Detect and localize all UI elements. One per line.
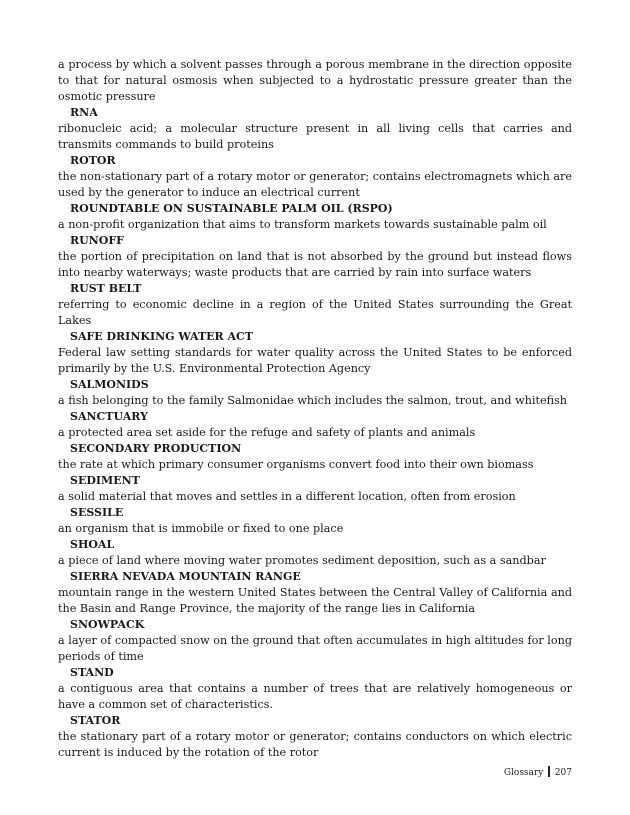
footer-divider — [548, 766, 550, 777]
glossary-definition: the rate at which primary consumer organisms convert food into their own biomass — [58, 458, 534, 471]
glossary-term: SNOWPACK — [70, 618, 145, 631]
glossary-entry — [58, 473, 572, 505]
glossary-term: SIERRA NEVADA MOUNTAIN RANGE — [70, 570, 301, 583]
glossary-entry — [58, 409, 572, 441]
glossary-definition: a piece of land where moving water promotes sediment deposition, such as a sandbar — [58, 554, 546, 567]
glossary-definition: the non-stationary part of a rotary motor or generator; contains electromagnets which are used by the generator to induce an electrical current — [58, 170, 572, 199]
glossary-term: STAND — [70, 666, 114, 679]
footer-section-label: Glossary — [503, 768, 544, 778]
page-number: 207 — [554, 768, 572, 778]
continued-definition: a process by which a solvent passes through a porous membrane in the direction opposite to that for natural osmosis when subjected to a hydrostatic pressure greater than the osmotic pressure — [58, 58, 572, 103]
glossary-entry — [58, 201, 572, 233]
glossary-term: RUST BELT — [70, 282, 142, 295]
glossary-definition: referring to economic decline in a region of the United States surrounding the Great Lakes — [58, 298, 572, 327]
glossary-term: SECONDARY PRODUCTION — [70, 442, 242, 455]
page-footer — [504, 766, 572, 778]
glossary-entries — [58, 105, 572, 761]
glossary-entry — [58, 329, 572, 377]
glossary-term: SHOAL — [70, 538, 115, 551]
glossary-definition: a contiguous area that contains a number of trees that are relatively homogeneous or have a common set of characteristics. — [58, 682, 572, 711]
glossary-term: SEDIMENT — [70, 474, 140, 487]
glossary-definition: a fish belonging to the family Salmonidae which includes the salmon, trout, and whitefish — [58, 394, 568, 407]
glossary-entry — [58, 713, 572, 761]
glossary-definition: the portion of precipitation on land that is not absorbed by the ground but instead flows into nearby waterways; waste products that are carried by rain into surface waters — [58, 250, 572, 279]
glossary-term: RNA — [70, 106, 98, 119]
glossary-entry — [58, 617, 572, 665]
glossary-entry — [58, 537, 572, 569]
glossary-entry — [58, 233, 572, 281]
glossary-definition: ribonucleic acid; a molecular structure present in all living cells that carries and transmits commands to build proteins — [58, 122, 572, 151]
glossary-definition: a layer of compacted snow on the ground that often accumulates in high altitudes for long periods of time — [58, 634, 572, 663]
glossary-entry — [58, 153, 572, 201]
glossary-page — [58, 57, 572, 761]
glossary-term: RUNOFF — [70, 234, 124, 247]
glossary-definition: an organism that is immobile or fixed to one place — [58, 522, 344, 535]
glossary-term: SESSILE — [70, 506, 124, 519]
glossary-term: SANCTUARY — [70, 410, 148, 423]
glossary-term: ROTOR — [70, 154, 116, 167]
glossary-definition: a protected area set aside for the refuge and safety of plants and animals — [58, 426, 476, 439]
glossary-definition: Federal law setting standards for water quality across the United States to be enforced primarily by the U.S. Environmental Protection Agency — [58, 346, 572, 375]
glossary-definition: a non-profit organization that aims to transform markets towards sustainable palm oil — [58, 218, 547, 231]
glossary-entry — [58, 105, 572, 153]
glossary-entry — [58, 281, 572, 329]
glossary-entry — [58, 505, 572, 537]
glossary-definition: a solid material that moves and settles in a different location, often from erosion — [58, 490, 516, 503]
glossary-entry — [58, 569, 572, 617]
glossary-term: STATOR — [70, 714, 121, 727]
glossary-term: ROUNDTABLE ON SUSTAINABLE PALM OIL (RSPO) — [70, 202, 393, 215]
glossary-entry — [58, 377, 572, 409]
glossary-term: SALMONIDS — [70, 378, 149, 391]
glossary-entry — [58, 665, 572, 713]
glossary-definition: mountain range in the western United States between the Central Valley of California and the Basin and Range Province, the majority of the range lies in California — [58, 586, 572, 615]
glossary-definition: the stationary part of a rotary motor or generator; contains conductors on which electric current is induced by the rotation of the rotor — [58, 730, 572, 759]
glossary-term: SAFE DRINKING WATER ACT — [70, 330, 253, 343]
glossary-entry — [58, 441, 572, 473]
